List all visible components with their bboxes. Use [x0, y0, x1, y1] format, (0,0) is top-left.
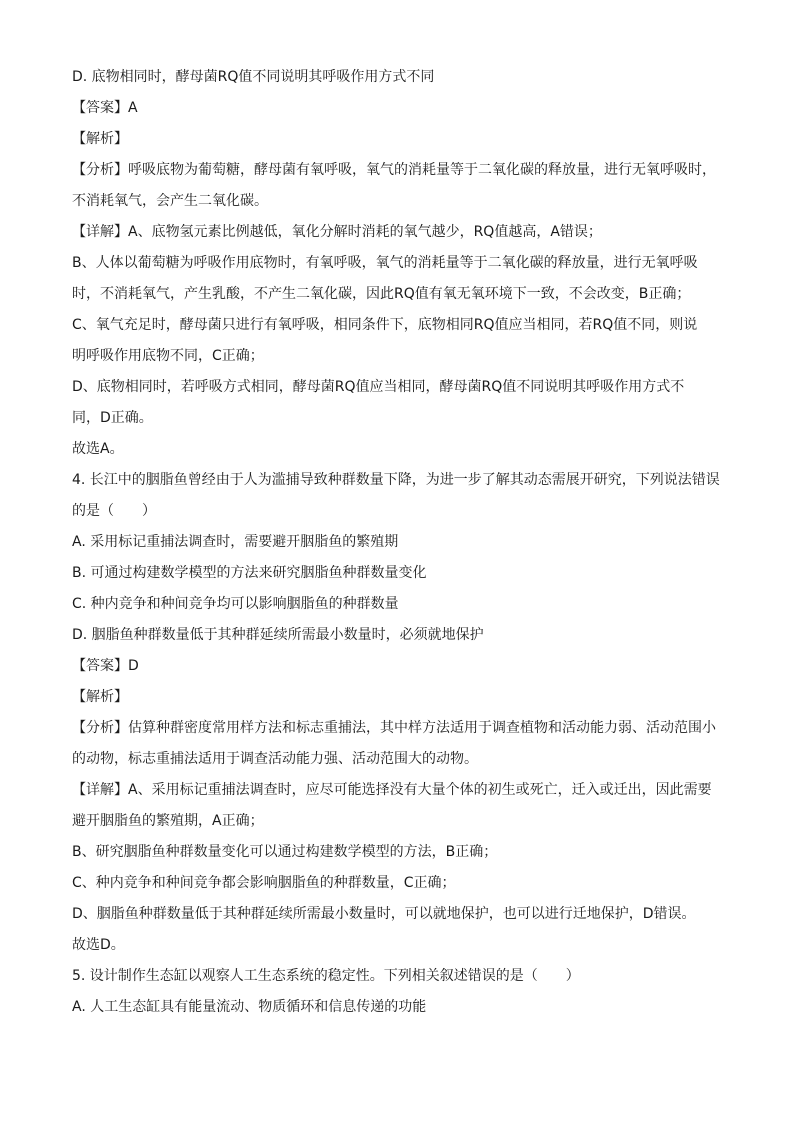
q3-c-line2: 明呼吸作用底物不同，C正确；	[72, 348, 264, 364]
q4-option-d: D. 胭脂鱼种群数量低于其种群延续所需最小数量时，必须就地保护	[72, 627, 484, 643]
q3-analysis-label: 【解析】	[72, 131, 128, 147]
q4-analysis-label: 【解析】	[72, 689, 128, 705]
xiangjie-text: A、底物氢元素比例越低，氧化分解时消耗的氧气越少，RQ值越高，A错误；	[128, 224, 602, 240]
fenxi-label: 【分析】	[72, 720, 128, 736]
q4-stem-line1: 4. 长江中的胭脂鱼曾经由于人为滥捕导致种群数量下降，为进一步了解其动态需展开研究，下列说法错误	[72, 472, 720, 488]
q3-b-line2: 时，不消耗氧气，产生乳酸，不产生二氧化碳，因此RQ值有氧无氧环境下一致，不会改变，B正确；	[72, 286, 691, 302]
q3-conclusion: 故选A。	[72, 441, 124, 457]
q4-answer	[72, 651, 728, 682]
fenxi-text: 呼吸底物为葡萄糖，酵母菌有氧呼吸，氧气的消耗量等于二氧化碳的释放量，进行无氧呼吸时，	[128, 162, 716, 178]
xiangjie-text: A、采用标记重捕法调查时，应尽可能选择没有大量个体的初生或死亡，迁入或迁出，因此需要	[128, 782, 712, 798]
q3-d-line1: D、底物相同时，若呼吸方式相同，酵母菌RQ值应当相同，酵母菌RQ值不同说明其呼吸作用方式不	[72, 379, 685, 395]
q3-b-line1: B、人体以葡萄糖为呼吸作用底物时，有氧呼吸，氧气的消耗量等于二氧化碳的释放量，进行无氧呼吸	[72, 255, 698, 271]
answer-value: A	[128, 100, 138, 116]
q4-xiangjie-line2: 避开胭脂鱼的繁殖期，A正确；	[72, 813, 264, 829]
q4-stem-line2: 的是（ ）	[72, 503, 156, 519]
q4-xiangjie-line1	[72, 775, 728, 806]
q3-fenxi-line1	[72, 155, 728, 186]
answer-label: 【答案】	[72, 100, 128, 116]
q3-d-line2: 同，D正确。	[72, 410, 153, 426]
q3-option-d: D. 底物相同时，酵母菌RQ值不同说明其呼吸作用方式不同	[72, 69, 435, 85]
q4-d-line: D、胭脂鱼种群数量低于其种群延续所需最小数量时，可以就地保护，也可以进行迁地保护，D错误。	[72, 906, 696, 922]
q3-fenxi-line2: 不消耗氧气，会产生二氧化碳。	[72, 193, 268, 209]
q4-fenxi-line2: 的动物，标志重捕法适用于调查活动能力强、活动范围大的动物。	[72, 751, 478, 767]
q4-c-line: C、种内竞争和种间竞争都会影响胭脂鱼的种群数量，C正确；	[72, 875, 456, 891]
answer-label: 【答案】	[72, 658, 128, 674]
xiangjie-label: 【详解】	[72, 224, 128, 240]
fenxi-label: 【分析】	[72, 162, 128, 178]
q4-option-c: C. 种内竞争和种间竞争均可以影响胭脂鱼的种群数量	[72, 596, 399, 612]
document-page	[72, 62, 728, 1023]
q3-xiangjie-line1	[72, 217, 728, 248]
fenxi-text: 估算种群密度常用样方法和标志重捕法，其中样方法适用于调查植物和活动能力弱、活动范围小	[128, 720, 716, 736]
q4-b-line: B、研究胭脂鱼种群数量变化可以通过构建数学模型的方法，B正确；	[72, 844, 498, 860]
q3-answer	[72, 93, 728, 124]
q4-conclusion: 故选D。	[72, 937, 125, 953]
q4-option-b: B. 可通过构建数学模型的方法来研究胭脂鱼种群数量变化	[72, 565, 427, 581]
q5-option-a: A. 人工生态缸具有能量流动、物质循环和信息传递的功能	[72, 999, 427, 1015]
q5-stem-line1: 5. 设计制作生态缸以观察人工生态系统的稳定性。下列相关叙述错误的是（ ）	[72, 968, 580, 984]
answer-value: D	[128, 658, 139, 674]
q4-fenxi-line1	[72, 713, 728, 744]
q3-c-line1: C、氧气充足时，酵母菌只进行有氧呼吸，相同条件下，底物相同RQ值应当相同，若RQ值不同，则说	[72, 317, 698, 333]
q4-option-a: A. 采用标记重捕法调查时，需要避开胭脂鱼的繁殖期	[72, 534, 399, 550]
xiangjie-label: 【详解】	[72, 782, 128, 798]
